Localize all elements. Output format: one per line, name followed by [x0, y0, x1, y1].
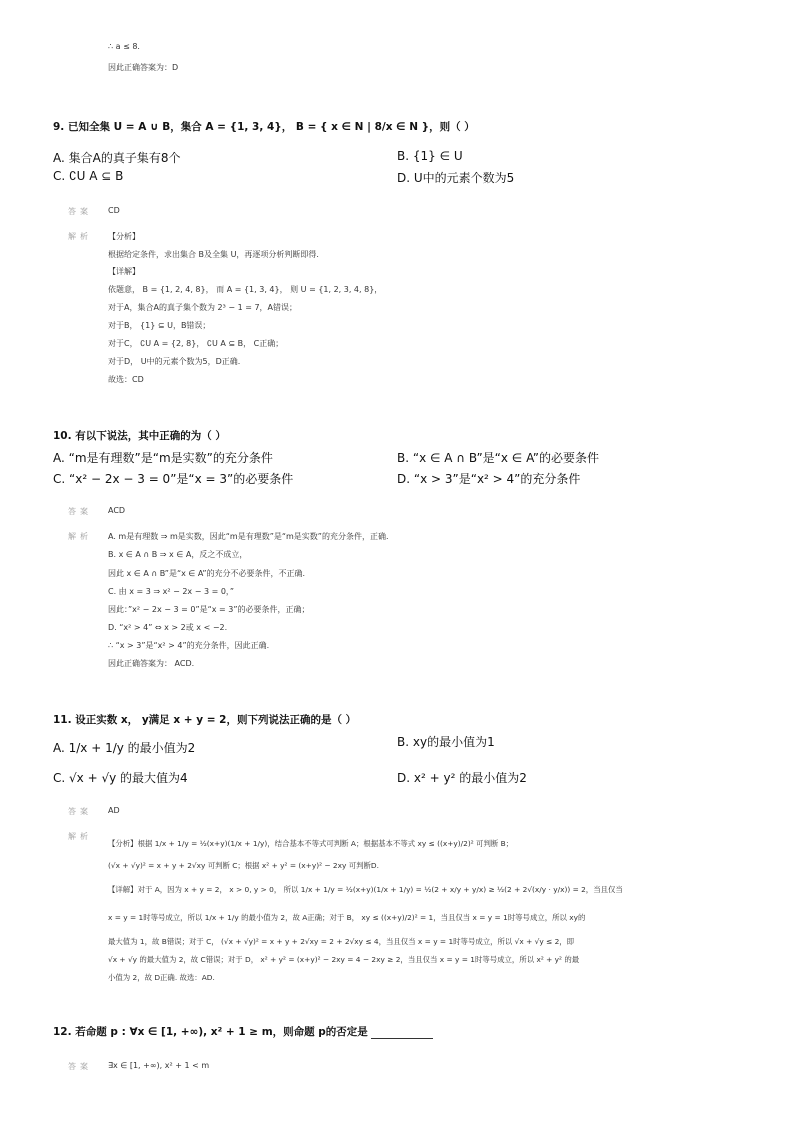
question-11-option-b: B. xy的最小值为1	[397, 735, 495, 749]
q10-analysis-line: A. m是有理数 ⇒ m是实数，因此“m是有理数”是“m是实数”的充分条件，正确.	[108, 532, 389, 541]
question-11-option-c: C. √x + √y 的最大值为4	[53, 771, 188, 785]
analysis-label: 解析	[68, 832, 92, 841]
question-9-answer: CD	[108, 206, 120, 215]
question-12-answer: ∃x ∈ [1, +∞), x² + 1 < m	[108, 1061, 210, 1070]
question-10-option-b: B. “x ∈ A ∩ B”是“x ∈ A”的必要条件	[397, 451, 600, 465]
q10-analysis-line: ∴ “x > 3”是“x² > 4”的充分条件，因此正确.	[108, 641, 270, 650]
q10-analysis-line: 因此：”x² − 2x − 3 = 0”是“x = 3”的必要条件，正确；	[108, 605, 310, 614]
q9-analysis-line: 根据给定条件，求出集合 B及全集 U，再逐项分析判断即得.	[108, 250, 319, 259]
q10-analysis-line: B. x ∈ A ∩ B ⇒ x ∈ A，反之不成立，	[108, 550, 248, 559]
question-10-stem: 10. 有以下说法，其中正确的为（ ）	[53, 430, 226, 442]
question-10-option-a: A. “m是有理数”是“m是实数”的充分条件	[53, 451, 273, 465]
question-9-option-c: C. ∁U A ⊆ B	[53, 169, 124, 183]
question-9-option-d: D. U中的元素个数为5	[397, 171, 515, 185]
answer-label: 答案	[68, 507, 92, 516]
question-9-stem: 9. 已知全集 U = A ∪ B，集合 A = {1, 3, 4}， B = { x ∈ N | 8/x ∈ N }，则（ ）	[53, 121, 475, 133]
q11-analysis-line: 【详解】对于 A，因为 x + y = 2， x > 0, y > 0， 所以 1/x + 1/y = ½(x+y)(1/x + 1/y) = ½(2 + x/y + y/x) ≥ ½(2 + 2√(x/y · y/x)) = 2，当且仅当	[108, 885, 623, 894]
q9-analysis-line: 对于B， {1} ⊆ U，B错误；	[108, 321, 211, 330]
question-10-option-c: C. “x² − 2x − 3 = 0”是“x = 3”的必要条件	[53, 472, 294, 486]
q9-analysis-line: 【详解】	[108, 267, 140, 276]
question-10-answer: ACD	[108, 506, 126, 515]
q10-analysis-line: 因此 x ∈ A ∩ B”是“x ∈ A”的充分不必要条件，不正确.	[108, 569, 306, 578]
q9-analysis-line: 故选：CD	[108, 375, 144, 384]
answer-blank	[371, 1028, 433, 1039]
q9-analysis-line: 对于C， ∁U A = {2, 8}， ∁U A ⊆ B， C正确；	[108, 339, 284, 348]
question-12-stem-text: 12. 若命题 p : ∀x ∈ [1, +∞), x² + 1 ≥ m，则命题 p的否定是	[53, 1026, 368, 1038]
question-9-option-b: B. {1} ∈ U	[397, 149, 463, 163]
q9-analysis-line: 【分析】	[108, 232, 140, 241]
q10-analysis-line: C. 由 x = 3 ⇒ x² − 2x − 3 = 0，”	[108, 587, 235, 596]
analysis-label: 解析	[68, 232, 92, 241]
prev-answer-line-2: 因此正确答案为：D	[108, 63, 179, 72]
q11-analysis-line: (√x + √y)² = x + y + 2√xy 可判断 C；根据 x² + y² = (x+y)² − 2xy 可判断D.	[108, 861, 379, 870]
q11-analysis-line: 【分析】根据 1/x + 1/y = ½(x+y)(1/x + 1/y)，结合基本不等式可判断 A；根据基本不等式 xy ≤ ((x+y)/2)² 可判断 B；	[108, 839, 514, 848]
question-11-answer: AD	[108, 806, 120, 815]
question-10-option-d: D. “x > 3”是“x² > 4”的充分条件	[397, 472, 581, 486]
question-11-option-d: D. x² + y² 的最小值为2	[397, 771, 527, 785]
q10-analysis-line: D. “x² > 4” ⇔ x > 2或 x < −2.	[108, 623, 228, 632]
q9-analysis-line: 对于D， U中的元素个数为5，D正确.	[108, 357, 241, 366]
prev-answer-line-1: ∴ a ≤ 8.	[108, 42, 140, 51]
q11-analysis-line: √x + √y 的最大值为 2，故 C错误；对于 D， x² + y² = (x+y)² − 2xy = 4 − 2xy ≥ 2，当且仅当 x = y = 1时等号成立，所以 x² + y² 的最	[108, 955, 580, 964]
question-11-stem: 11. 设正实数 x， y满足 x + y = 2，则下列说法正确的是（ ）	[53, 714, 357, 726]
q11-analysis-line: x = y = 1时等号成立，所以 1/x + 1/y 的最小值为 2，故 A正确；对于 B， xy ≤ ((x+y)/2)² = 1，当且仅当 x = y = 1时等号成立，所以 xy的	[108, 913, 586, 922]
question-11-option-a: A. 1/x + 1/y 的最小值为2	[53, 741, 196, 755]
q11-analysis-line: 最大值为 1，故 B错误；对于 C， (√x + √y)² = x + y + 2√xy = 2 + 2√xy ≤ 4，当且仅当 x = y = 1时等号成立，所以 √x + √y ≤ 2，即	[108, 937, 575, 946]
answer-label: 答案	[68, 1062, 92, 1071]
analysis-label: 解析	[68, 532, 92, 541]
q9-analysis-line: 对于A，集合A的真子集个数为 2³ − 1 = 7，A错误；	[108, 303, 298, 312]
answer-label: 答案	[68, 207, 92, 216]
q10-analysis-line: 因此正确答案为： ACD.	[108, 659, 195, 668]
question-9-option-a: A. 集合A的真子集有8个	[53, 151, 181, 165]
q11-analysis-line: 小值为 2，故 D正确. 故选：AD.	[108, 973, 215, 982]
q9-analysis-line: 依题意， B = {1, 2, 4, 8}， 而 A = {1, 3, 4}， 则 U = {1, 2, 3, 4, 8}，	[108, 285, 383, 294]
question-12-stem	[53, 1024, 433, 1039]
answer-label: 答案	[68, 807, 92, 816]
